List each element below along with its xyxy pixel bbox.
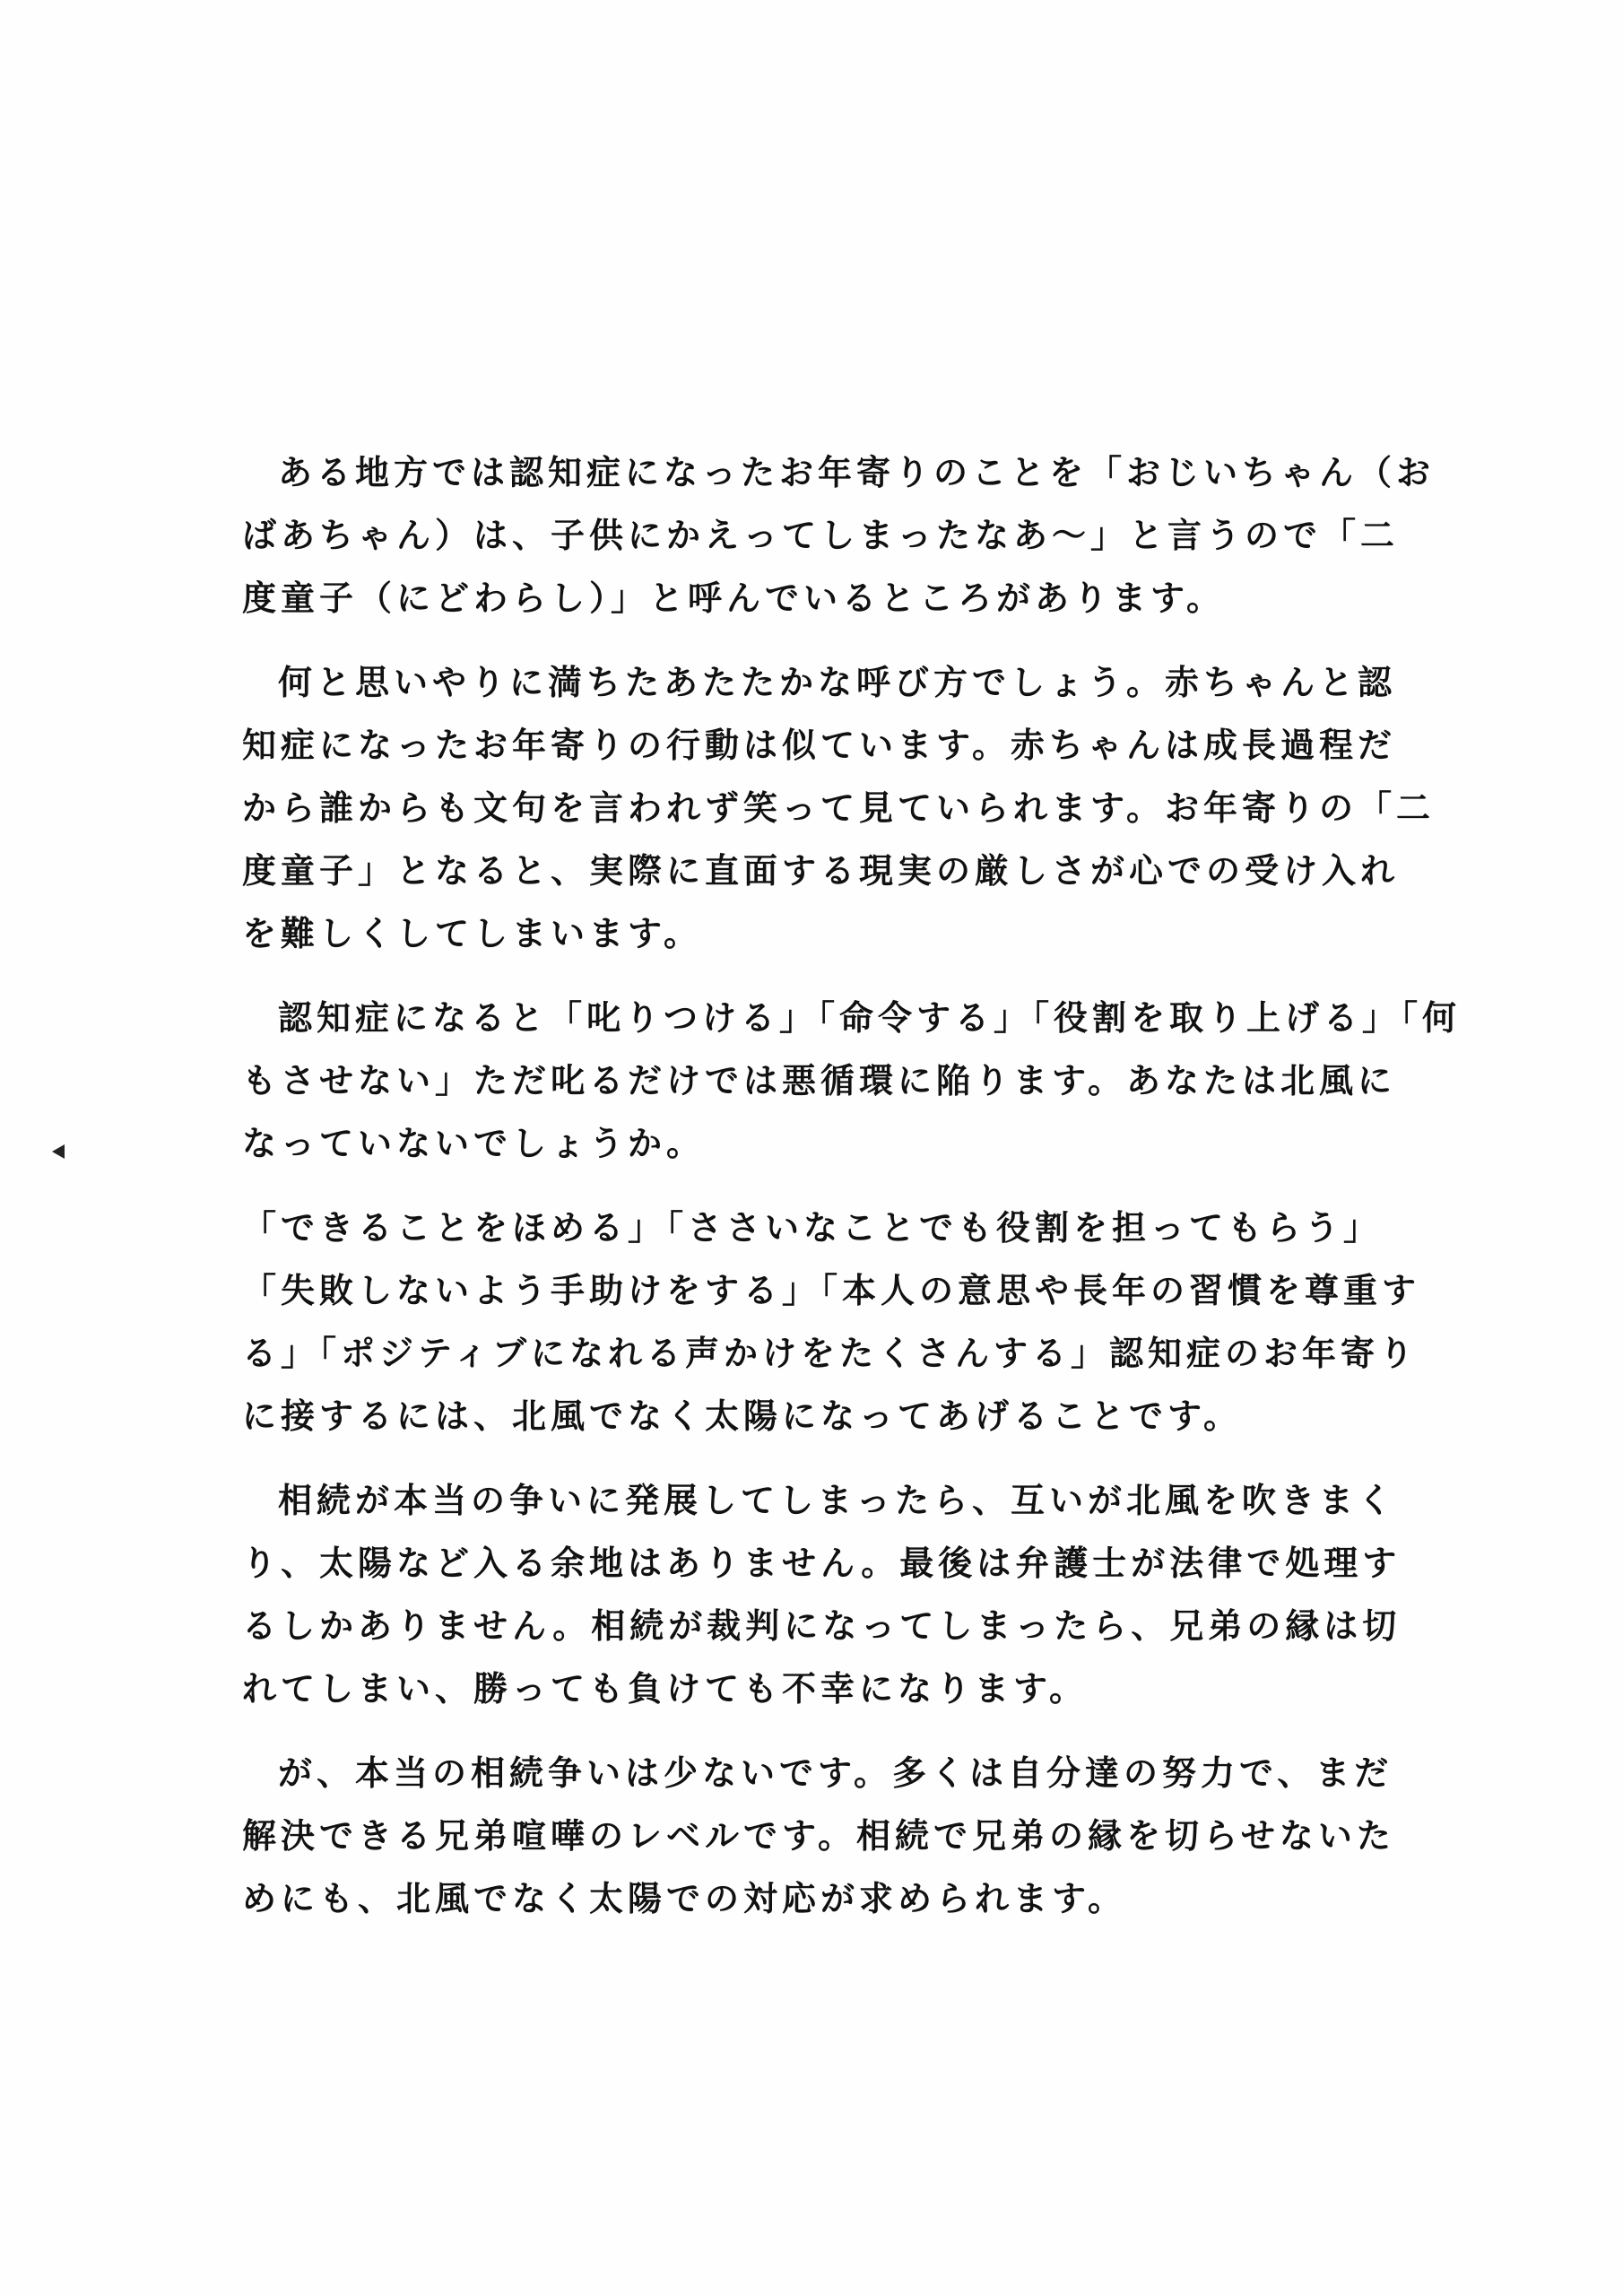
paragraph-3 (242, 987, 1462, 1175)
paragraph-4 (242, 1196, 1421, 1448)
text-line: 相続が本当の争いに発展してしまったら、互いが北風を吹きまく (278, 1481, 1397, 1520)
text-line: れてしまい、勝っても負けても不幸になります。 (242, 1669, 1088, 1709)
text-line: ばあちゃん）は、子供にかえってしまったなあ〜」と言うので「二 (242, 516, 1400, 555)
text-line: 「できることをほめる」「ささいなことでも役割を担ってもらう」 (242, 1208, 1383, 1248)
paragraph-6 (242, 1742, 1395, 1930)
paragraph-5 (242, 1469, 1402, 1720)
margin-arrow-mark (52, 1144, 65, 1159)
text-line: が、本当の相続争いは少ないです。多くは自分達の努力で、まだ (278, 1753, 1393, 1793)
text-line: めにも、北風でなく太陽での対応が求められます。 (242, 1879, 1126, 1918)
text-line: るしかありません。相続が裁判になってしまったら、兄弟の縁は切 (242, 1606, 1402, 1646)
text-line: なっていないでしょうか。 (242, 1124, 706, 1163)
text-line: る」「ポジティブになれる声かけをたくさんする」認知症のお年寄り (242, 1334, 1418, 1373)
text-line: 度童子」となると、実際に直面する現実の厳しさが心での受け入れ (242, 851, 1400, 891)
text-line: り、太陽など入る余地はありません。最後は弁護士が法律で処理す (242, 1544, 1402, 1583)
text-line: から誰からも文句を言われず笑って見ていられます。お年寄りの「二 (242, 788, 1435, 828)
text-line: 知症になったお年寄りの行動は似ています。赤ちゃんは成長過程だ (242, 726, 1396, 765)
text-line: を難しくしてしまいます。 (242, 914, 702, 953)
body-text (242, 441, 1462, 1952)
text-line: 解決できる兄弟喧嘩のレベルです。相続で兄弟の縁を切らせないた (242, 1816, 1395, 1856)
text-line: 度童子（にどわらし）」と呼んでいるところがあります。 (242, 578, 1225, 618)
text-line: 何と思いやりに満ちたあたたかな呼び方でしょう。赤ちゃんと認 (278, 663, 1397, 702)
paragraph-2 (242, 651, 1435, 965)
text-line: に接するには、北風でなく太陽になってあげることです。 (242, 1396, 1242, 1436)
text-line: ある地方では認知症になったお年寄りのことを「おじいちゃん（お (278, 453, 1436, 492)
text-line: もさせない」ただ叱るだけでは悪循環に陥ります。あなたは北風に (242, 1061, 1396, 1100)
text-line: 「失敗しないよう手助けをする」「本人の意思や長年の習慣を尊重す (242, 1271, 1421, 1310)
paragraph-1 (242, 441, 1436, 630)
text-line: 認知症になると「叱りつける」「命令する」「役割を取り上げる」「何 (278, 998, 1462, 1038)
